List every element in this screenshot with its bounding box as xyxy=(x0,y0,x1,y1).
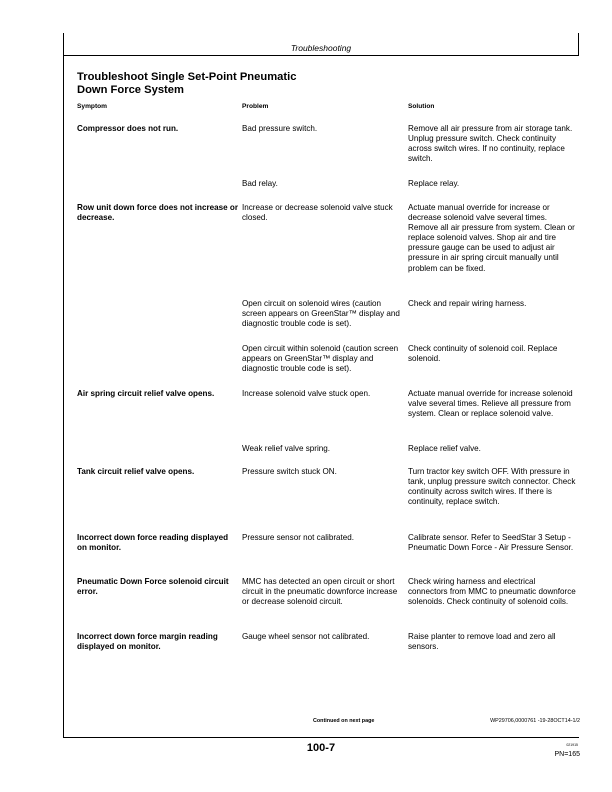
row-6-solution: Actuate manual override for increase solenoid valve several times. Relieve all pressure from system. Clean or replace solenoid valve. xyxy=(408,389,573,419)
row-3-problem: Increase or decrease solenoid valve stuck closed. xyxy=(242,203,393,223)
row-1-problem: Bad pressure switch. xyxy=(242,124,318,133)
row-6-symptom: Air spring circuit relief valve opens. xyxy=(77,389,215,398)
row-4-problem: Open circuit on solenoid wires (caution screen appears on GreenStar™ display and diagnostic trouble code is set). xyxy=(242,299,400,329)
frame-left-rule xyxy=(63,33,64,737)
row-8-symptom: Tank circuit relief valve opens. xyxy=(77,467,195,476)
footer-rule xyxy=(63,737,579,738)
column-header-problem: Problem xyxy=(242,103,269,110)
date-code: 021915 xyxy=(566,743,578,747)
row-11-solution: Raise planter to remove load and zero all sensors. xyxy=(408,632,556,652)
row-5-solution: Check continuity of solenoid coil. Replace solenoid. xyxy=(408,344,558,364)
page-number: 100-7 xyxy=(306,742,336,754)
row-8-problem: Pressure switch stuck ON. xyxy=(242,467,337,476)
row-3-symptom: Row unit down force does not increase or decrease. xyxy=(77,203,238,223)
row-11-problem: Gauge wheel sensor not calibrated. xyxy=(242,632,370,641)
row-5-problem: Open circuit within solenoid (caution screen appears on GreenStar™ display and diagnostic trouble code is set). xyxy=(242,344,399,374)
header-rule xyxy=(63,55,579,56)
row-1-solution: Remove all air pressure from air storage tank. Unplug pressure switch. Check continuity across switch wires. If no continuity, replace switch. xyxy=(408,124,573,164)
row-11-symptom: Incorrect down force margin reading displayed on monitor. xyxy=(77,632,218,652)
section-title-line2: Down Force System xyxy=(77,83,184,96)
row-6-problem: Increase solenoid valve stuck open. xyxy=(242,389,371,398)
row-10-solution: Check wiring harness and electrical connectors from MMC to pneumatic downforce solenoids. Check continuity of solenoid coils. xyxy=(408,577,576,607)
row-9-symptom: Incorrect down force reading displayed on monitor. xyxy=(77,533,229,553)
row-10-problem: MMC has detected an open circuit or short circuit in the pneumatic downforce increase or decrease solenoid circuit. xyxy=(242,577,398,607)
row-1-symptom: Compressor does not run. xyxy=(77,124,179,133)
row-4-solution: Check and repair wiring harness. xyxy=(408,299,527,308)
row-2-solution: Replace relay. xyxy=(408,179,460,188)
row-9-problem: Pressure sensor not calibrated. xyxy=(242,533,355,542)
column-header-symptom: Symptom xyxy=(77,103,108,110)
section-title-line1: Troubleshoot Single Set-Point Pneumatic xyxy=(77,71,297,83)
column-header-solution: Solution xyxy=(408,103,435,110)
continued-note: Continued on next page xyxy=(313,718,375,724)
row-8-solution: Turn tractor key switch OFF. With pressure in tank, unplug pressure switch connector. Check continuity across switch wires. If there is continuity, replace switch. xyxy=(408,467,576,507)
row-3-solution: Actuate manual override for increase or decrease solenoid valve several times. Remove all air pressure from system. Clean or replace solenoid valves. Shop air and tire pressure gauge can be used to adjust air pressure in air spring circuit manually until problem can be fixed. xyxy=(408,203,575,273)
row-9-solution: Calibrate sensor. Refer to SeedStar 3 Setup - Pneumatic Down Force - Air Pressure Sensor. xyxy=(408,533,574,553)
row-10-symptom: Pneumatic Down Force solenoid circuit error. xyxy=(77,577,229,597)
row-7-solution: Replace relief valve. xyxy=(408,444,481,453)
pn-number: PN=165 xyxy=(554,751,580,758)
row-7-problem: Weak relief valve spring. xyxy=(242,444,331,453)
section-title xyxy=(77,71,377,96)
document-reference: WP29706,0000761 -19-28OCT14-1/2 xyxy=(490,718,580,724)
row-2-problem: Bad relay. xyxy=(242,179,278,188)
running-head: Troubleshooting xyxy=(290,43,352,53)
